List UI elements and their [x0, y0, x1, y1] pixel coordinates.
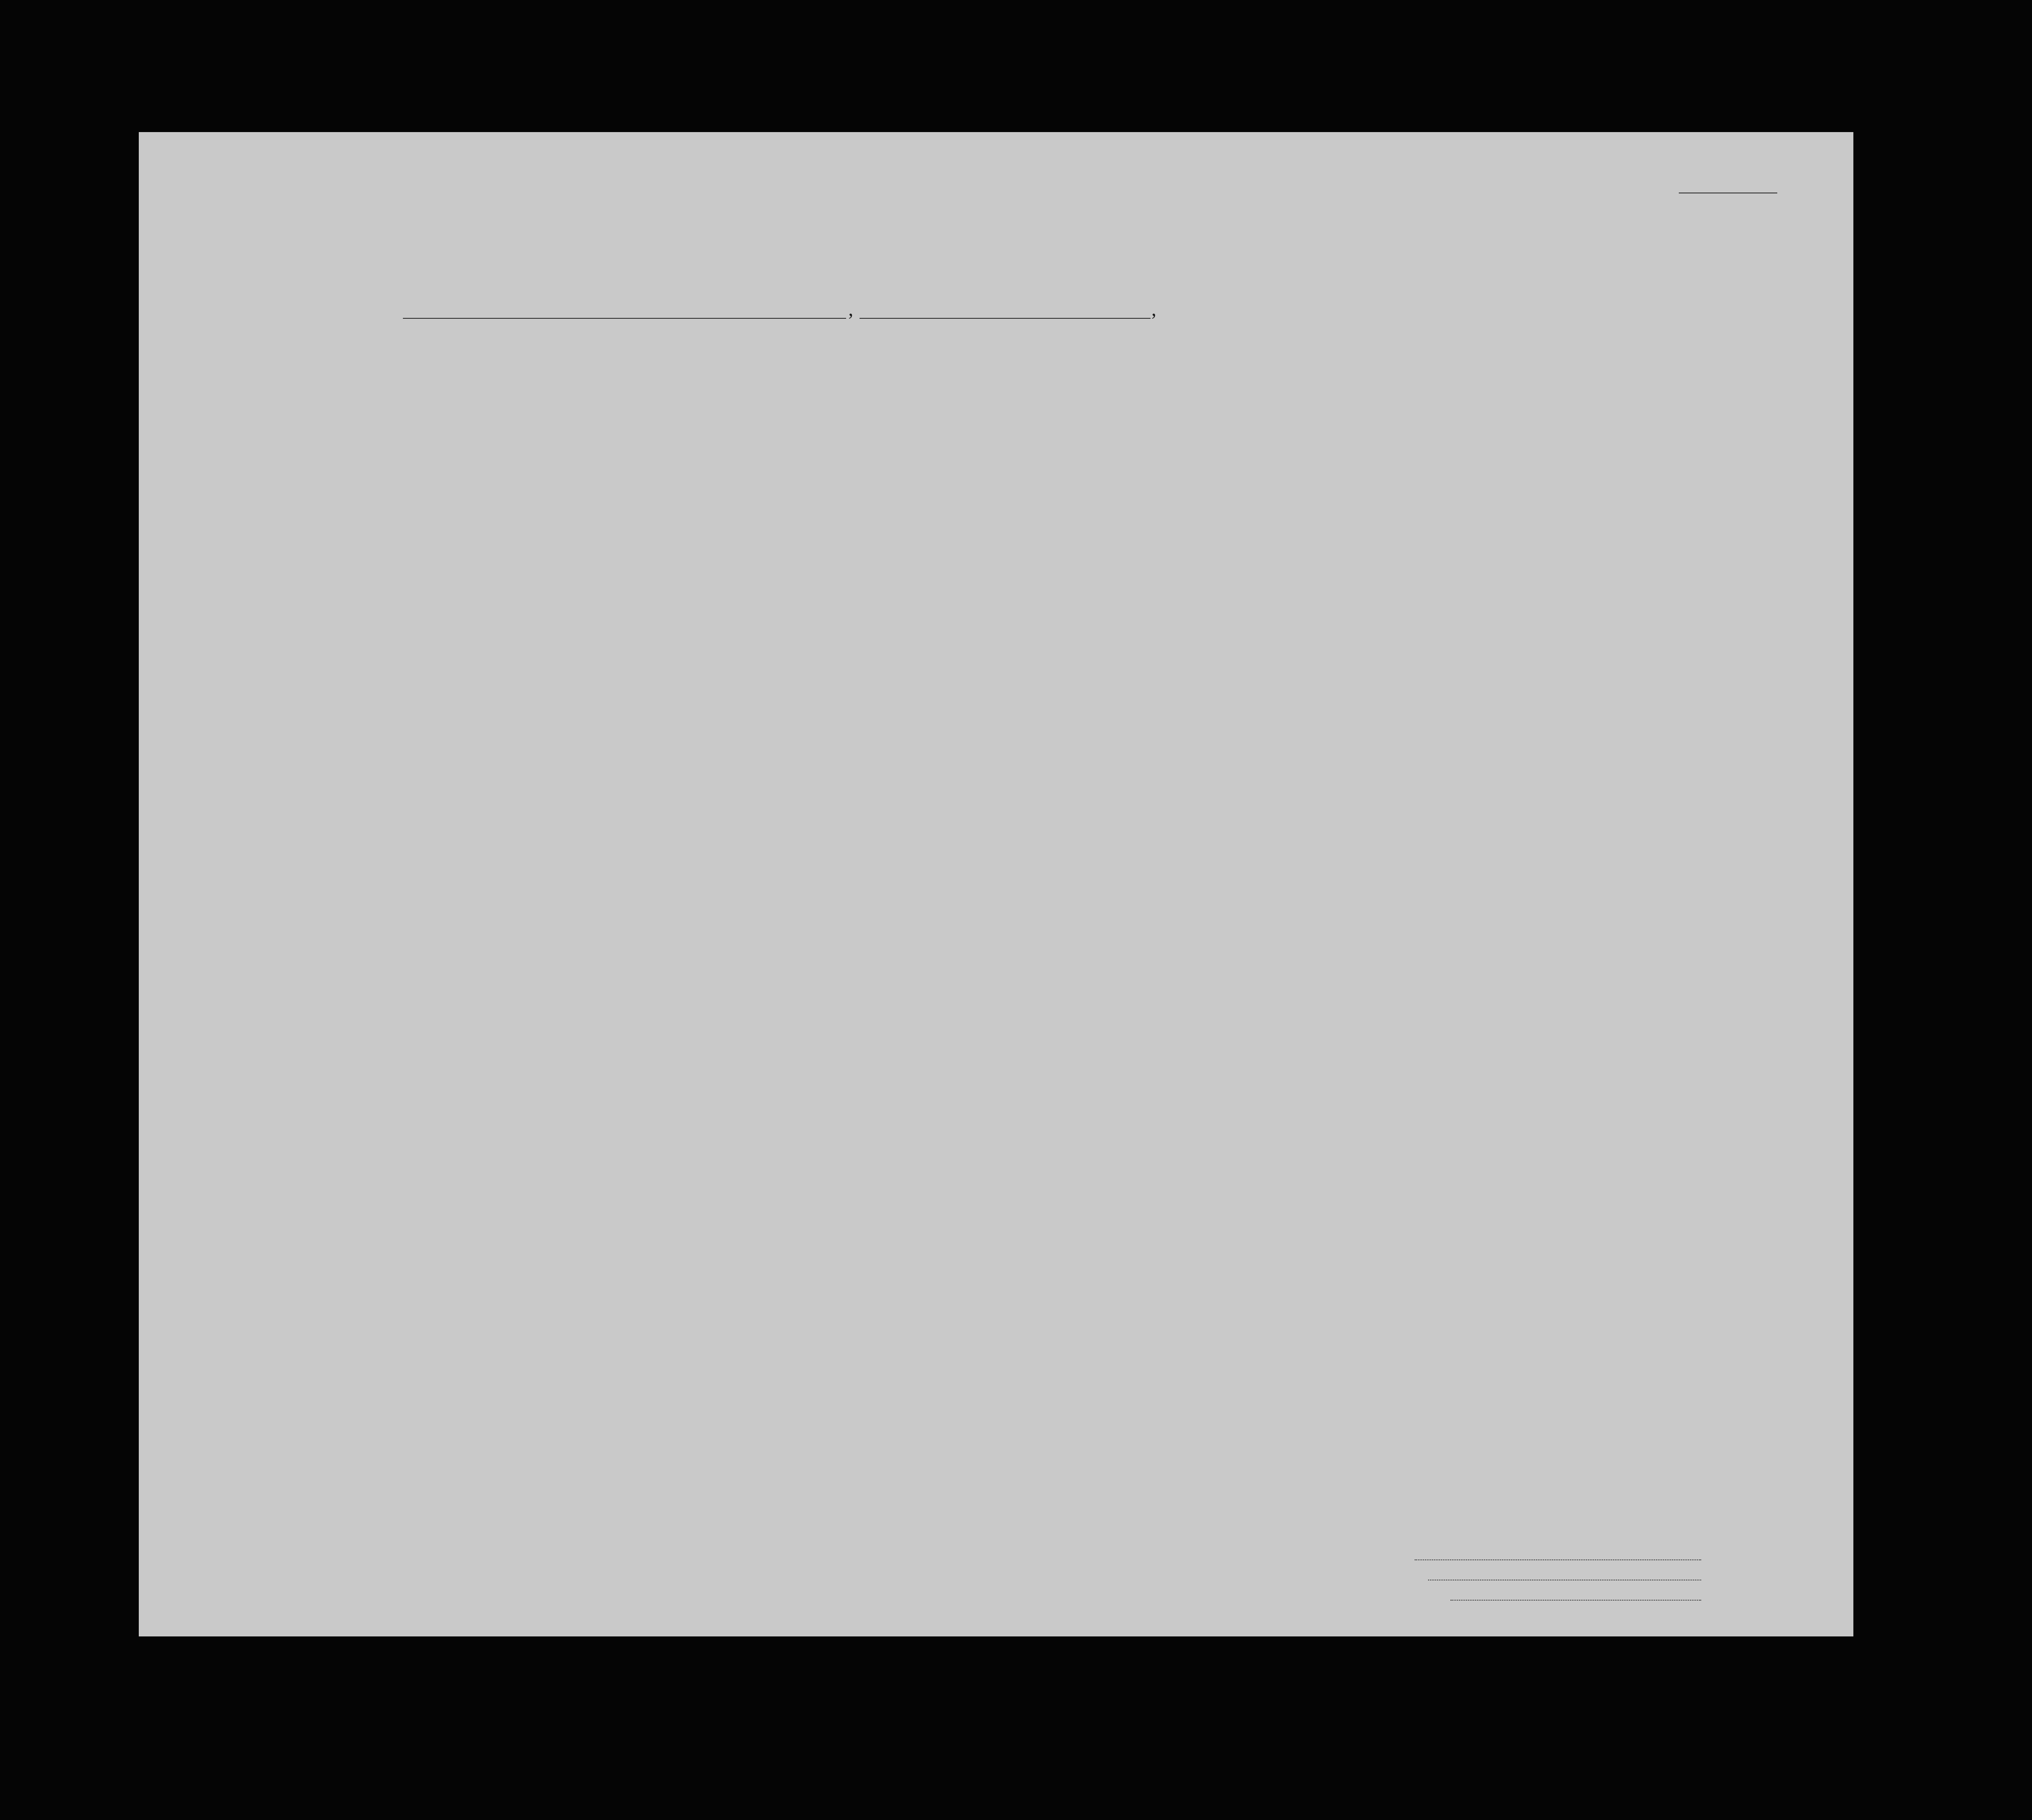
- line-field: [1415, 1559, 1701, 1560]
- comma: ,: [848, 298, 853, 320]
- date-line: [860, 318, 1151, 319]
- agents-field: [1450, 1600, 1701, 1601]
- port-line: [403, 318, 846, 319]
- manifest-sheet: [139, 132, 1853, 1636]
- comma-2: ,: [1151, 298, 1156, 320]
